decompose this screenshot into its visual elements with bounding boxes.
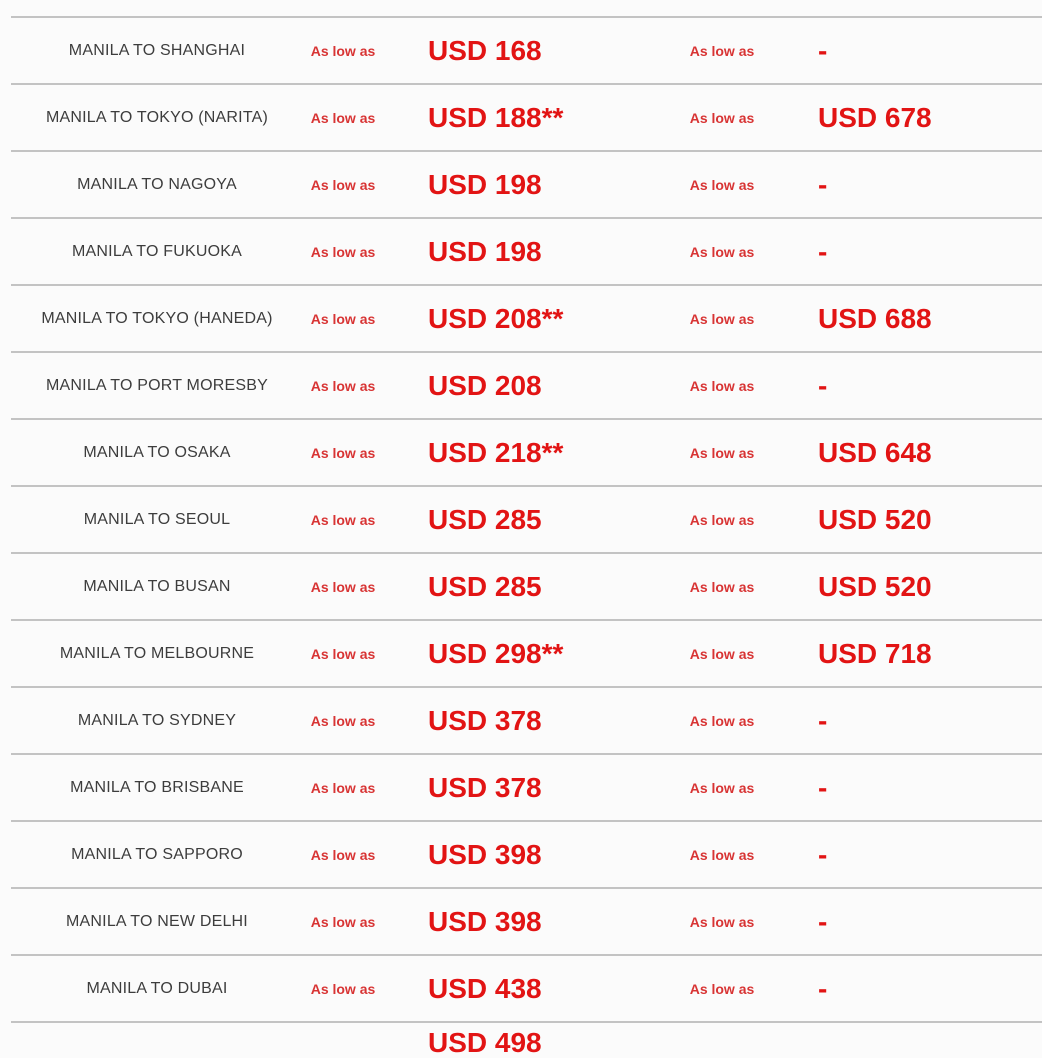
price-col2: USD 520: [818, 570, 932, 602]
as-low-as-label: As low as: [310, 377, 376, 394]
as-low-as-label: As low as: [310, 712, 376, 729]
fare-rows-container: [11, 16, 1042, 1021]
as-low-as-label: As low as: [310, 578, 376, 595]
as-low-as-label: As low as: [689, 176, 755, 193]
fare-row: [11, 418, 1042, 485]
price-col2: USD 718: [818, 637, 932, 669]
route-label: MANILA TO SYDNEY: [77, 711, 237, 729]
as-low-as-label: As low as: [689, 377, 755, 394]
fare-row: [11, 619, 1042, 686]
fare-row: [11, 217, 1042, 284]
fare-row: [11, 150, 1042, 217]
fare-row: [11, 686, 1042, 753]
price-col2: -: [818, 168, 828, 200]
as-low-as-label: As low as: [310, 511, 376, 528]
as-low-as-label: As low as: [310, 645, 376, 662]
price-col1: USD 218**: [428, 436, 564, 468]
price-col1: USD 198: [428, 235, 542, 267]
fare-row: [11, 351, 1042, 418]
price-col1: USD 398: [428, 838, 542, 870]
as-low-as-label: As low as: [310, 980, 376, 997]
fare-row: [11, 954, 1042, 1021]
price-col1: USD 198: [428, 168, 542, 200]
fare-row: [11, 753, 1042, 820]
price-col2: -: [818, 905, 828, 937]
price-col2: -: [818, 34, 828, 66]
price-col1: USD 398: [428, 905, 542, 937]
price-col2: -: [818, 838, 828, 870]
as-low-as-label: As low as: [689, 243, 755, 260]
price-col2: -: [818, 704, 828, 736]
as-low-as-label: As low as: [689, 712, 755, 729]
fare-row: [11, 16, 1042, 83]
route-label: MANILA TO TOKYO (HANEDA): [41, 309, 273, 327]
as-low-as-label: As low as: [689, 42, 755, 59]
route-label: MANILA TO OSAKA: [83, 443, 231, 461]
fare-table: [11, 0, 1042, 1058]
as-low-as-label: As low as: [310, 176, 376, 193]
price-col1: USD 298**: [428, 637, 564, 669]
price-col1: USD 208**: [428, 302, 564, 334]
price-col1: USD 438: [428, 972, 542, 1004]
top-spacer: [11, 0, 1042, 16]
route-label: MANILA TO PORT MORESBY: [46, 376, 268, 394]
route-label: MANILA TO BUSAN: [83, 577, 231, 595]
route-label: MANILA TO MELBOURNE: [59, 644, 255, 662]
route-label: MANILA TO FUKUOKA: [72, 242, 242, 260]
price-col2: -: [818, 369, 828, 401]
as-low-as-label: As low as: [310, 243, 376, 260]
route-label: MANILA TO DUBAI: [86, 979, 228, 997]
as-low-as-label: As low as: [310, 913, 376, 930]
price-col2: USD 520: [818, 503, 932, 535]
as-low-as-label: As low as: [689, 913, 755, 930]
route-label: MANILA TO BRISBANE: [70, 778, 244, 796]
price-col2: -: [818, 235, 828, 267]
price-col2: USD 648: [818, 436, 932, 468]
price-col2: [761, 1023, 1042, 1029]
as-low-as-label: As low as: [310, 846, 376, 863]
price-col1: USD 168: [428, 34, 542, 66]
fare-row: [11, 284, 1042, 351]
as-low-as-label: As low as: [689, 310, 755, 327]
as-low-as-label: As low as: [689, 645, 755, 662]
fare-row: [11, 485, 1042, 552]
fare-row: [11, 552, 1042, 619]
fare-row: [11, 820, 1042, 887]
route-label: MANILA TO SAPPORO: [71, 845, 243, 863]
route-label: MANILA TO SHANGHAI: [68, 41, 246, 59]
fare-row-partial: [11, 1021, 1042, 1058]
as-low-as-label: As low as: [310, 109, 376, 126]
route-label: MANILA TO NEW DELHI: [66, 912, 248, 930]
as-low-as-label: As low as: [689, 444, 755, 461]
as-low-as-label: As low as: [310, 310, 376, 327]
route-label: MANILA TO SEOUL: [83, 510, 231, 528]
price-col1: USD 285: [428, 503, 542, 535]
price-col2: -: [818, 972, 828, 1004]
fare-row: [11, 887, 1042, 954]
fare-row: [11, 83, 1042, 150]
route-label: MANILA TO TOKYO (NARITA): [45, 108, 269, 126]
as-low-as-label: As low as: [689, 779, 755, 796]
price-col1: USD 188**: [428, 101, 564, 133]
as-low-as-label: As low as: [689, 846, 755, 863]
as-low-as-label: As low as: [689, 109, 755, 126]
price-col2: -: [818, 771, 828, 803]
as-low-as-label: As low as: [689, 578, 755, 595]
price-col1: USD 285: [428, 570, 542, 602]
as-low-as-label: As low as: [689, 980, 755, 997]
price-col2: USD 688: [818, 302, 932, 334]
as-low-as-label: As low as: [310, 444, 376, 461]
price-col2: USD 678: [818, 101, 932, 133]
price-col1: USD 208: [428, 369, 542, 401]
price-col1: USD 498: [428, 1027, 542, 1058]
as-low-as-label: As low as: [310, 42, 376, 59]
price-col1: USD 378: [428, 771, 542, 803]
as-low-as-label: As low as: [310, 779, 376, 796]
price-col1: USD 378: [428, 704, 542, 736]
as-low-as-label: As low as: [689, 511, 755, 528]
route-label: MANILA TO NAGOYA: [77, 175, 237, 193]
